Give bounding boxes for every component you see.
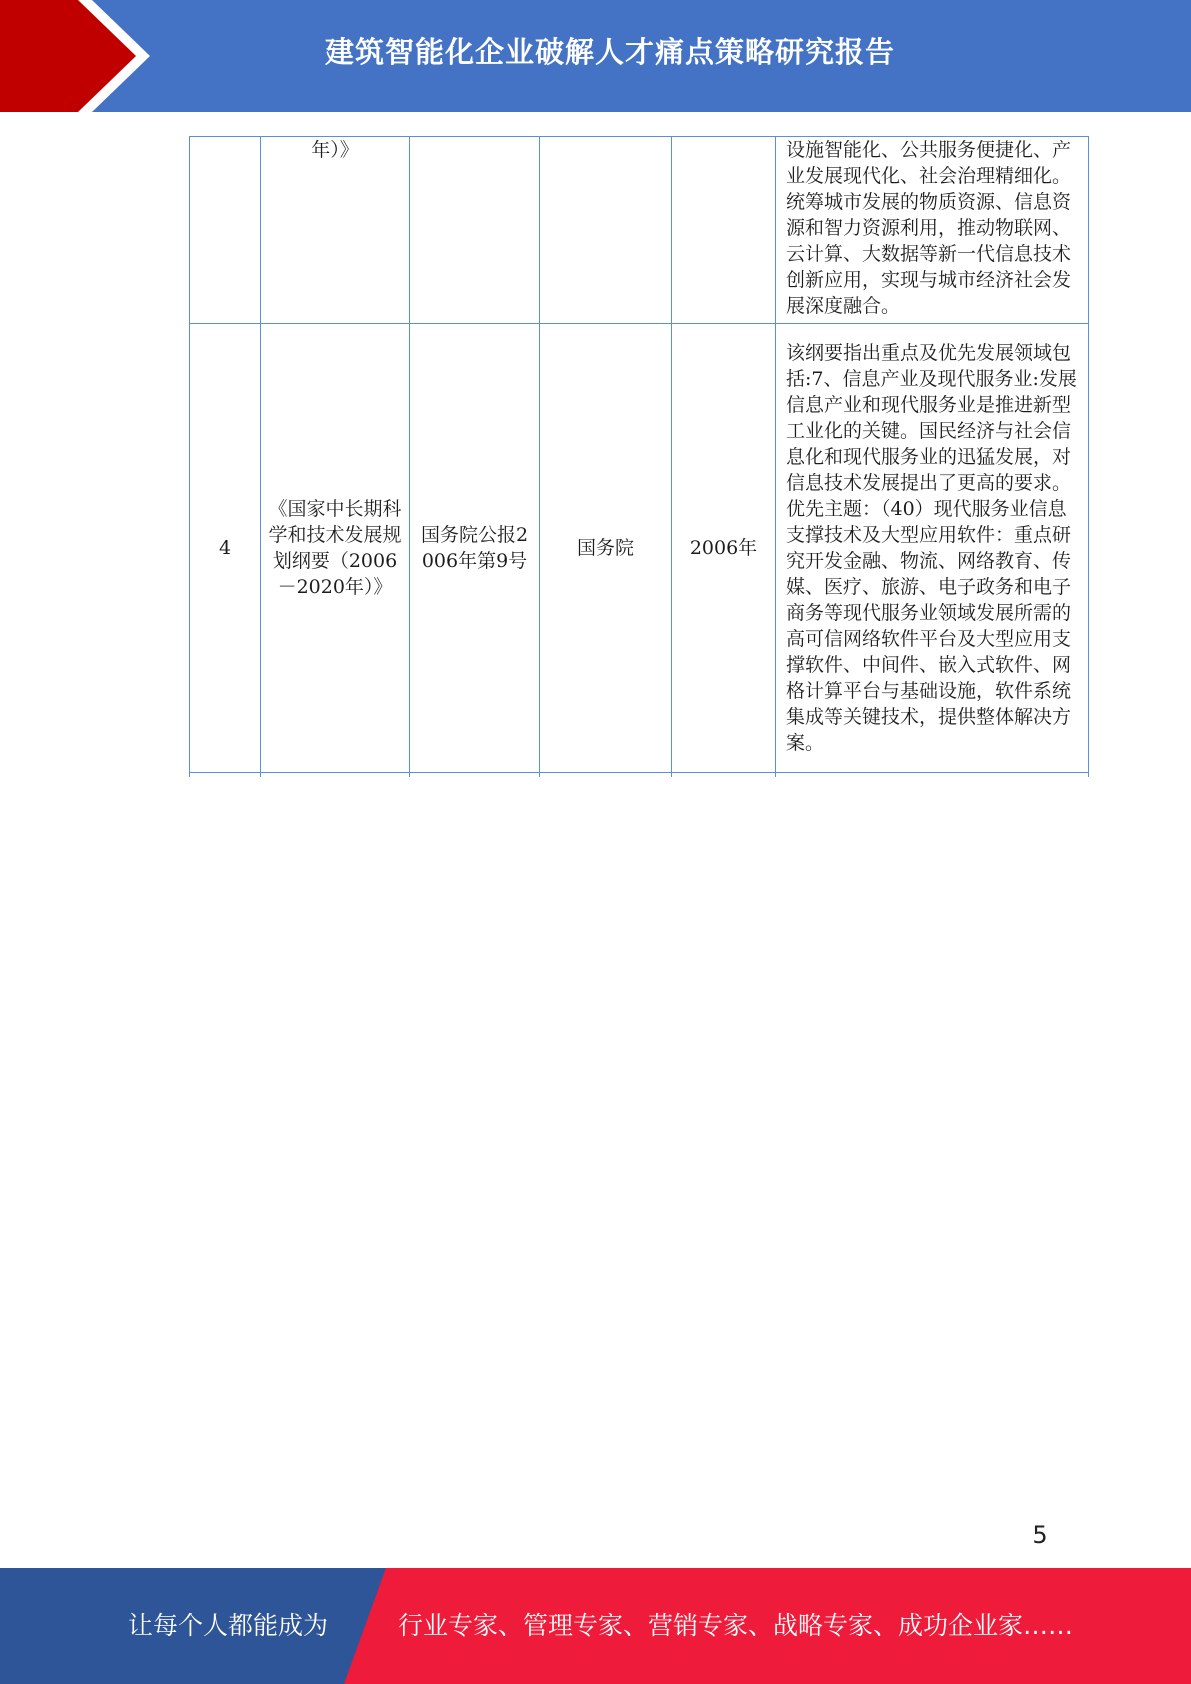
footer-slogan-right: 行业专家、管理专家、营销专家、战略专家、成功企业家…… [398,1611,1074,1640]
cell-document-no: 国务院公报2006年第9号 [410,324,540,773]
cell-policy-name: 《国家中长期科学和技术发展规划纲要（2006－2020年）》 [261,324,410,773]
report-title: 建筑智能化企业破解人才痛点策略研究报告 [324,35,895,69]
table-row-continued [190,137,1089,324]
table-row-stub [190,773,1089,778]
cell-document-no [410,137,540,324]
cell-policy-name [261,137,410,324]
cell-index [190,137,261,324]
policy-name-tail: 年）》 [311,139,359,161]
cell-year: 2006年 [672,324,776,773]
cell-year [672,137,776,324]
cell-stub [410,773,540,778]
cell-stub [672,773,776,778]
cell-index: 4 [190,324,261,773]
page-footer [0,1568,1191,1684]
cell-stub [190,773,261,778]
page-number: 5 [1032,1521,1048,1549]
cell-issuer: 国务院 [540,324,672,773]
cell-description: 该纲要指出重点及优先发展领域包括:7、信息产业及现代服务业:发展信息产业和现代服务业是推进新型工业化的关键。国民经济与社会信息化和现代服务业的迅猛发展，对信息技术发展提出了更高的要求。优先主题：（40）现代服务业信息支撑技术及大型应用软件：重点研究开发金融、物流、网络教育、传媒、医疗、旅游、电子政务和电子商务等现代服务业领域发展所需的高可信网络软件平台及大型应用支撑软件、中间件、嵌入式软件、网格计算平台与基础设施，软件系统集成等关键技术，提供整体解决方案。 [776,324,1089,773]
cell-description: 设施智能化、公共服务便捷化、产业发展现代化、社会治理精细化。统筹城市发展的物质资源、信息资源和智力资源利用，推动物联网、云计算、大数据等新一代信息技术创新应用，实现与城市经济社会发展深度融合。 [776,137,1089,324]
page-header [0,0,1191,112]
cell-stub [540,773,672,778]
policy-table [189,136,1089,777]
cell-issuer [540,137,672,324]
table-row [190,324,1089,773]
cell-stub [776,773,1089,778]
cell-stub [261,773,410,778]
footer-slogan-left: 让每个人都能成为 [128,1611,329,1640]
